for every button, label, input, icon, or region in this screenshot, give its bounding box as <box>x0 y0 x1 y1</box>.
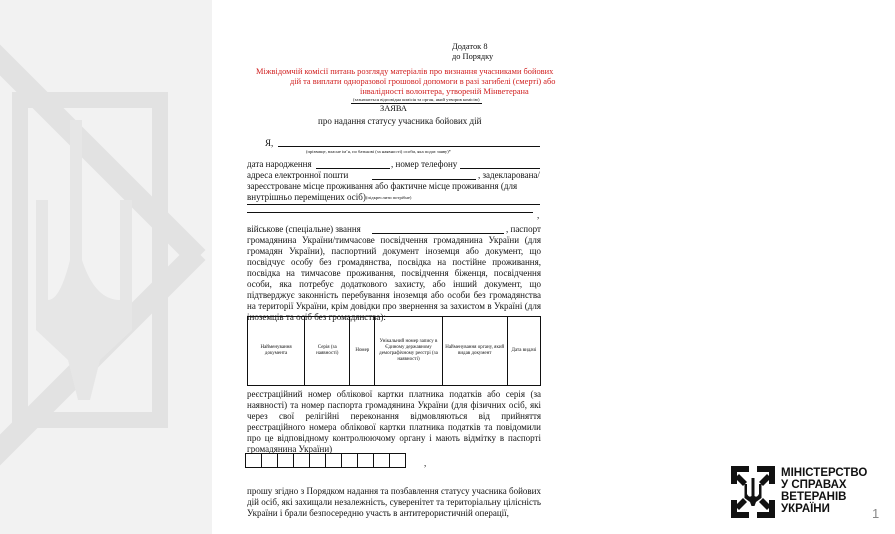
rank-field[interactable] <box>372 233 504 234</box>
addressee-line-2: дій та виплати одноразової грошової допомоги в разі загибелі (смерті) або <box>290 77 556 86</box>
id-documents-paragraph: громадянина України/тимчасове посвідчення громадянина України (для громадян України), паспортний документ іноземця або документ, що посвідчує особу без громадянства, посвідка на постійне проживання, посвідка на тимчасове проживання, посвідчення біженця, посвідчення особи, яка потребує додаткового захисту, або інший документ, що підтверджує законність перебування іноземця або особи без громадянства на території України, крім довідки про звернення за захистом в Україні (для іноземців та осіб без громадянства): <box>247 235 541 322</box>
request-paragraph: прошу згідно з Порядком надання та позбавлення статусу учасника бойових дій осіб, які захищали незалежність, суверенітет та територіальну цілісність України і брали безпосередню участь в антитерористичній операції, <box>247 486 541 518</box>
table-header-cell: Найменування органу, який видав документ <box>442 317 507 386</box>
residence-line-1: зареєстроване місце проживання або фактичне місце проживання (для <box>247 181 518 191</box>
appendix-reference: до Порядку <box>452 52 494 61</box>
document-subtitle: про надання статусу учасника бойових дій <box>318 116 482 126</box>
dob-label: дата народження <box>247 159 312 169</box>
appendix-number: Додаток 8 <box>452 42 488 51</box>
digit-box[interactable] <box>341 453 358 468</box>
logo-line-3: ВЕТЕРАНІВ <box>781 491 847 503</box>
applicant-prefix: Я, <box>265 138 274 148</box>
table-header-cell: Найменування документа <box>248 317 305 386</box>
id-documents-table <box>247 316 541 386</box>
boxes-comma: , <box>424 458 427 468</box>
rank-label: військове (спеціальне) звання <box>247 224 361 234</box>
digit-box[interactable] <box>357 453 374 468</box>
email-field[interactable] <box>372 179 476 180</box>
digit-box[interactable] <box>277 453 294 468</box>
ministry-emblem-icon <box>731 466 775 518</box>
digit-box[interactable] <box>245 453 262 468</box>
digit-box[interactable] <box>389 453 406 468</box>
page-number: 1 <box>872 506 880 521</box>
addressee-line-3: інвалідності волонтера, утвореній Мінветерана <box>360 87 529 96</box>
logo-line-4: УКРАЇНИ <box>781 503 830 515</box>
tax-number-paragraph: реєстраційний номер облікової картки платника податків або серія (за наявності) та номер паспорта громадянина України (для фізичних осіб, які через свої релігійні переконання відмовляються від прийняття реєстраційного номера облікової картки платника податків та повідомили про це відповідному контролюючому органу і мають відмітку в паспорті громадянина України) <box>247 389 541 454</box>
digit-box[interactable] <box>309 453 326 468</box>
trident-watermark-icon <box>0 0 212 534</box>
residence-comma: , <box>537 210 540 220</box>
digit-box[interactable] <box>261 453 278 468</box>
email-label: адреса електронної пошти <box>247 170 349 180</box>
digit-box[interactable] <box>373 453 390 468</box>
addressee-line-1: Міжвідомчій комісії питань розгляду матеріалів про визнання учасниками бойових <box>256 67 554 76</box>
logo-line-1: МІНІСТЕРСТВО <box>781 467 868 479</box>
tax-number-boxes[interactable] <box>245 453 405 468</box>
addressee-note: (зазначається відповідна комісія та орган, який утворив комісію) <box>353 97 480 102</box>
digit-box[interactable] <box>325 453 342 468</box>
passport-label: , паспорт <box>506 224 541 234</box>
logo-line-2: У СПРАВАХ <box>781 479 847 491</box>
digit-box[interactable] <box>293 453 310 468</box>
phone-field[interactable] <box>460 168 540 169</box>
declared-label: , задекларована/ <box>478 170 540 180</box>
document-title: ЗАЯВА <box>380 104 407 113</box>
phone-label: , номер телефону <box>391 159 458 169</box>
residence-field-1[interactable] <box>247 204 540 205</box>
applicant-name-note: (прізвище, власне ім’я, по батькові (за наявності) особи, яка подає заяву)* <box>306 149 451 154</box>
table-header-cell: Серія (за наявності) <box>305 317 350 386</box>
applicant-name-field[interactable] <box>278 146 540 147</box>
table-header-cell: Номер <box>350 317 375 386</box>
residence-line-2: внутрішньо переміщених осіб) <box>247 192 366 202</box>
background-emblem-left <box>0 0 212 534</box>
residence-field-2[interactable] <box>247 212 533 213</box>
table-header-row <box>248 317 541 386</box>
ministry-logo-text <box>781 467 867 515</box>
residence-note: (підкреслити потрібне) <box>366 195 412 200</box>
dob-field[interactable] <box>316 168 390 169</box>
table-header-cell: Унікальний номер запису в Єдиному державному демографічному реєстрі (за наявності) <box>375 317 442 386</box>
table-header-cell: Дата видачі <box>507 317 540 386</box>
